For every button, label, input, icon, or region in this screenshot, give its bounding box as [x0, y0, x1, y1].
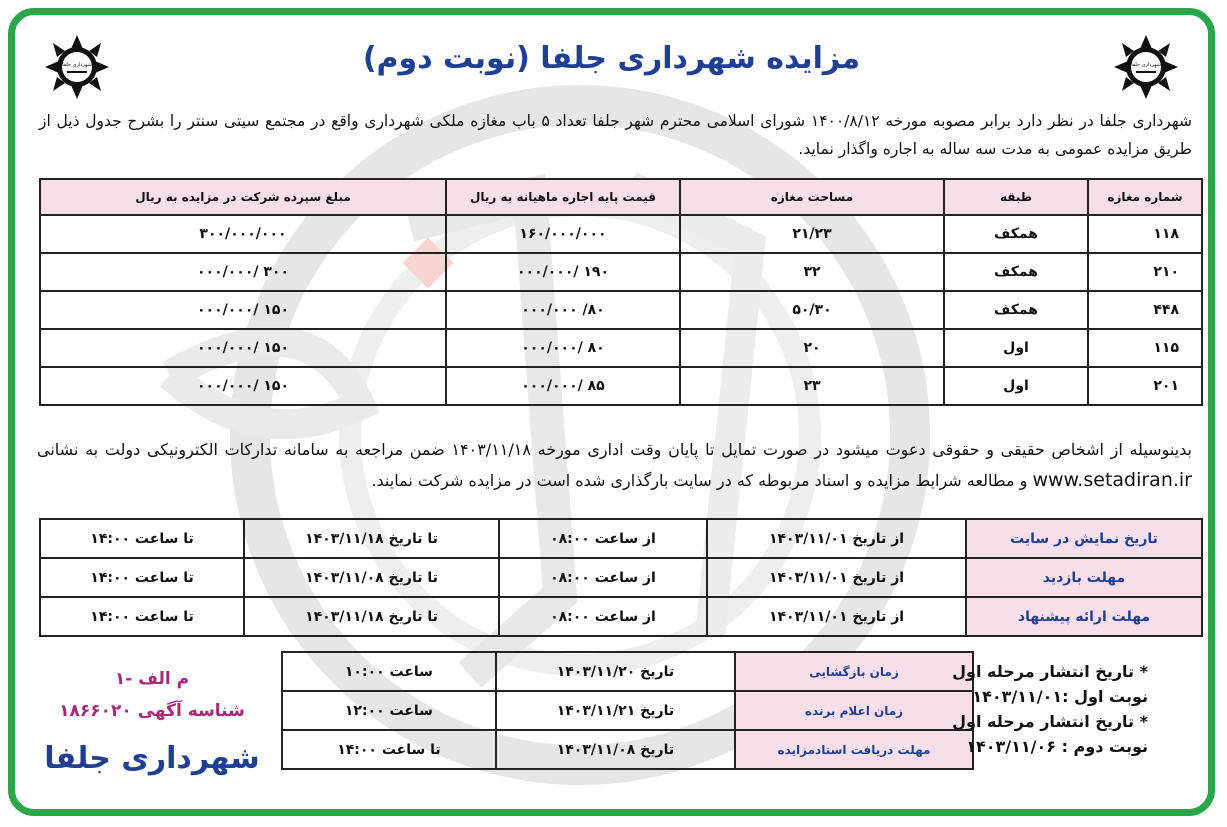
intro-paragraph: شهرداری جلفا در نظر دارد برابر مصوبه مورخه ۱۴۰۰/۸/۱۲ شورای اسلامی محترم شهر جلفا تعداد ۵ باب مغازه ملکی شهرداری واقع در مجتمع سیتی سنتر را بشرح جدول ذیل از طریق مزایده عمومی به مدت سه ساله به اجاره واگذار نمايد.: [39, 112, 1192, 158]
shop-floor: همکف: [944, 253, 1088, 291]
shop-deposit: ۱۵۰ /۰۰۰/۰۰۰: [40, 329, 446, 367]
schedule-from-date: از تاریخ ۱۴۰۳/۱۱/۰۱: [707, 558, 966, 597]
notice-title: مزایده شهرداری جلفا (نوبت دوم): [362, 41, 861, 76]
event-label: زمان بازگشایی: [735, 652, 973, 691]
schedule-label: مهلت ارائه پیشنهاد: [966, 597, 1202, 636]
shop-number: ۲۰۱: [1088, 367, 1202, 405]
shop-deposit: ۱۵۰ /۰۰۰/۰۰۰: [40, 291, 446, 329]
header-floor: طبقه: [944, 179, 1088, 215]
event-time: تا ساعت ۱۴:۰۰: [282, 730, 496, 769]
table-row: [40, 597, 1202, 636]
header-shop-number: شماره مغازه: [1088, 179, 1202, 215]
table-row: [282, 730, 973, 769]
event-date: تاریخ ۱۴۰۳/۱۱/۲۱: [496, 691, 735, 730]
notice-frame: [8, 8, 1215, 816]
shop-number: ۱۱۵: [1088, 329, 1202, 367]
schedule-from-time: از ساعت ۰۸:۰۰: [499, 519, 707, 558]
shop-deposit: ۳۰۰/۰۰۰/۰۰۰: [40, 215, 446, 253]
shops-table: [39, 178, 1203, 406]
table-row: [282, 691, 973, 730]
shop-area: ۲۰: [680, 329, 944, 367]
schedule-to-date: تا تاریخ ۱۴۰۳/۱۱/۱۸: [244, 597, 499, 636]
shop-floor: اول: [944, 367, 1088, 405]
shop-floor: همکف: [944, 291, 1088, 329]
shop-area: ۲۳: [680, 367, 944, 405]
table-row: [40, 367, 1202, 405]
schedule-from-time: از ساعت ۰۸:۰۰: [499, 558, 707, 597]
publish-note: نوبت دوم : ۱۴۰۳/۱۱/۰۶: [966, 737, 1148, 756]
publish-notes: [952, 659, 1148, 759]
shop-base-rent: ۸۰/ ۰۰۰/۰۰۰: [446, 291, 680, 329]
ad-id: شناسه آگهی ۱۸۶۶۰۲۰: [59, 701, 245, 721]
table-row: [40, 215, 1202, 253]
event-date: تاریخ ۱۴۰۳/۱۱/۰۸: [496, 730, 735, 769]
table-row: [40, 519, 1202, 558]
table-row: [40, 253, 1202, 291]
invitation-paragraph: [37, 435, 1192, 496]
shop-deposit: ۳۰۰ /۰۰۰/۰۰۰: [40, 253, 446, 291]
invitation-text-end: و مطالعه شرایط مزایده و اسناد مربوطه که در سایت بارگذاری شده است در مزایده شرکت نمایند.: [371, 471, 1028, 490]
shop-number: ۴۴۸: [1088, 291, 1202, 329]
invitation-text: بدینوسیله از اشخاص حقیقی و حقوقی دعوت میشود در صورت تمایل تا پایان وقت اداری مورخه ۱۴۰۳/۱۱/۱۸ ضمن مراجعه به سامانه تدارکات الکترونیکی دولت به نشانی: [37, 440, 1192, 459]
event-time: ساعت ۱۰:۰۰: [282, 652, 496, 691]
ad-code: م الف -۱: [114, 669, 190, 689]
schedule-label: تاریخ نمایش در سایت: [966, 519, 1202, 558]
schedule-from-time: از ساعت ۰۸:۰۰: [499, 597, 707, 636]
shop-deposit: ۱۵۰ /۰۰۰/۰۰۰: [40, 367, 446, 405]
shop-number: ۲۱۰: [1088, 253, 1202, 291]
schedule-to-date: تا تاریخ ۱۴۰۳/۱۱/۱۸: [244, 519, 499, 558]
schedule-to-date: تا تاریخ ۱۴۰۳/۱۱/۰۸: [244, 558, 499, 597]
shop-area: ۵۰/۳۰: [680, 291, 944, 329]
table-row: [40, 558, 1202, 597]
shop-area: ۳۲: [680, 253, 944, 291]
publish-note: نوبت اول :۱۴۰۳/۱۱/۰۱: [972, 687, 1148, 706]
schedule-label: مهلت بازدید: [966, 558, 1202, 597]
schedule-from-date: از تاریخ ۱۴۰۳/۱۱/۰۱: [707, 519, 966, 558]
shop-area: ۲۱/۲۳: [680, 215, 944, 253]
publish-note: * تاریخ انتشار مرحله اول: [952, 712, 1148, 731]
logo-caption: شهرداری جلفا: [62, 62, 92, 68]
schedule-to-time: تا ساعت ۱۴:۰۰: [40, 558, 244, 597]
signature-block: [39, 663, 265, 775]
shops-header-row: [40, 179, 1202, 215]
schedule-table: [39, 518, 1203, 637]
event-date: تاریخ ۱۴۰۳/۱۱/۲۰: [496, 652, 735, 691]
table-row: [40, 291, 1202, 329]
shop-number: ۱۱۸: [1088, 215, 1202, 253]
shop-base-rent: ۸۵ /۰۰۰/۰۰۰: [446, 367, 680, 405]
table-row: [40, 329, 1202, 367]
event-time: ساعت ۱۲:۰۰: [282, 691, 496, 730]
shop-base-rent: ۱۶۰/۰۰۰/۰۰۰: [446, 215, 680, 253]
header-deposit: مبلغ سپرده شرکت در مزایده به ریال: [40, 179, 446, 215]
shop-floor: همکف: [944, 215, 1088, 253]
event-label: زمان اعلام برنده: [735, 691, 973, 730]
header-area: مساحت مغازه: [680, 179, 944, 215]
publish-note: * تاریخ انتشار مرحله اول: [952, 662, 1148, 681]
logo-caption: شهرداری جلفا: [1131, 62, 1161, 68]
events-table: [281, 651, 974, 770]
schedule-to-time: تا ساعت ۱۴:۰۰: [40, 519, 244, 558]
shop-base-rent: ۸۰ /۰۰۰/۰۰۰: [446, 329, 680, 367]
schedule-to-time: تا ساعت ۱۴:۰۰: [40, 597, 244, 636]
organization-name: شهرداری جلفا: [44, 741, 260, 776]
table-row: [282, 652, 973, 691]
header-base-rent: قیمت پایه اجاره ماهیانه به ریال: [446, 179, 680, 215]
shop-base-rent: ۱۹۰ /۰۰۰/۰۰۰: [446, 253, 680, 291]
schedule-from-date: از تاریخ ۱۴۰۳/۱۱/۰۱: [707, 597, 966, 636]
shop-floor: اول: [944, 329, 1088, 367]
event-label: مهلت دریافت اسنادمزایده: [735, 730, 973, 769]
website-link[interactable]: www.setadiran.ir: [1032, 469, 1192, 491]
